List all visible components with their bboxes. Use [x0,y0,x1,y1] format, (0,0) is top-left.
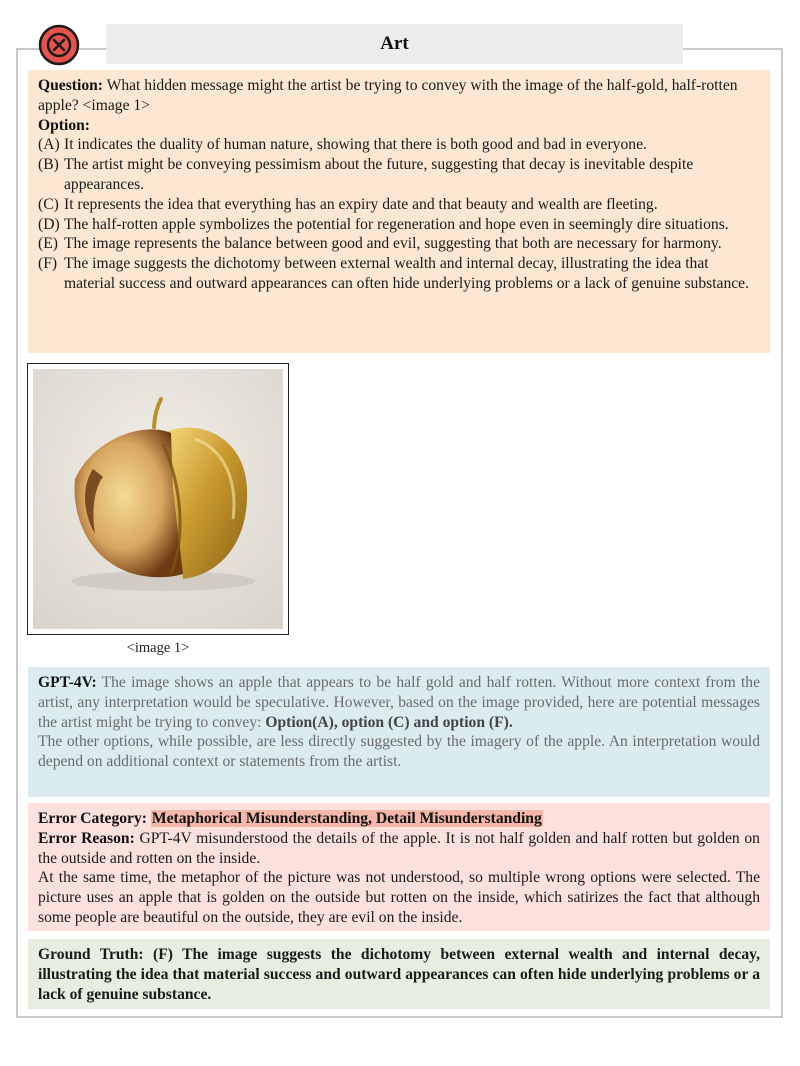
error-analysis-box [28,803,770,931]
question-box [28,70,770,353]
section-title [106,24,683,64]
gpt4v-followup: The other options, while possible, are less directly suggested by the imagery of the apple. An interpretation would depend on additional context or statements from the artist. [38,733,760,771]
option-item [38,254,760,294]
gpt4v-label: GPT-4V: [38,674,97,691]
figure-caption: <image 1> [126,640,190,656]
error-x-icon [38,24,80,66]
error-category-label: Error Category: [38,810,147,827]
option-letter: (A) [38,136,60,154]
option-letter: (B) [38,156,59,174]
option-text: It indicates the duality of human nature, showing that there is both good and bad in everyone. [64,136,647,154]
option-text: It represents the idea that everything has an expiry date and that beauty and wealth are fleeting. [64,195,658,213]
option-letter: (C) [38,195,59,213]
question-paragraph [38,76,760,116]
option-item [38,155,760,195]
error-reason-followup: At the same time, the metaphor of the picture was not understood, so multiple wrong options were selected. The picture uses an apple that is golden on the outside but rotten on the inside, which satirizes the fact that although some people are beautiful on the outside, they are evil on the inside. [38,869,760,926]
option-text: The half-rotten apple symbolizes the potential for regeneration and hope even in seemingly dire situations. [64,215,729,233]
option-item [38,135,760,155]
title-text: Art [380,33,409,54]
gpt4v-paragraph [38,673,760,732]
option-text: The artist might be conveying pessimism about the future, suggesting that decay is inevitable despite appearances. [64,156,694,193]
option-item [38,195,760,215]
option-item [38,215,760,235]
gpt4v-response-box [28,667,770,797]
error-category-line [38,809,760,829]
option-letter: (F) [38,255,58,273]
error-category-value: Metaphorical Misunderstanding, Detail Misunderstanding [151,810,542,827]
question-text: What hidden message might the artist be trying to convey with the image of the half-gold, half-rotten apple? <image 1> [38,77,738,114]
gpt4v-text: The image shows an apple that appears to be half gold and half rotten. Without more context from the artist, any interpretation would be speculative. However, based on the image provided, here are potential messages the artist might be trying to convey: [38,674,760,731]
gpt4v-answer: Option(A), option (C) and option (F). [265,713,513,731]
option-text: The image suggests the dichotomy between external wealth and internal decay, illustrating the idea that material success and outward appearances can often hide underlying problems or a lack of genuine substance. [64,255,749,292]
option-letter: (E) [38,235,58,253]
option-label: Option: [38,116,90,134]
figure-image-frame [27,363,289,635]
option-item [38,234,760,254]
question-label: Question: [38,77,103,94]
error-reason-text: GPT-4V misunderstood the details of the apple. It is not half golden and half rotten but golden on the outside and rotten on the inside. [38,829,760,867]
ground-truth-box [28,939,770,1009]
gold-apple-image [33,369,283,629]
option-text: The image represents the balance between good and evil, suggesting that both are necessary for harmony. [64,235,722,253]
option-letter: (D) [38,215,60,233]
error-reason-label: Error Reason: [38,829,135,847]
error-reason-paragraph [38,829,760,869]
ground-truth-text: Ground Truth: (F) The image suggests the dichotomy between external wealth and internal decay, illustrating the idea that material success and outward appearances can often hide underlying problems or a lack of genuine substance. [38,946,760,1003]
